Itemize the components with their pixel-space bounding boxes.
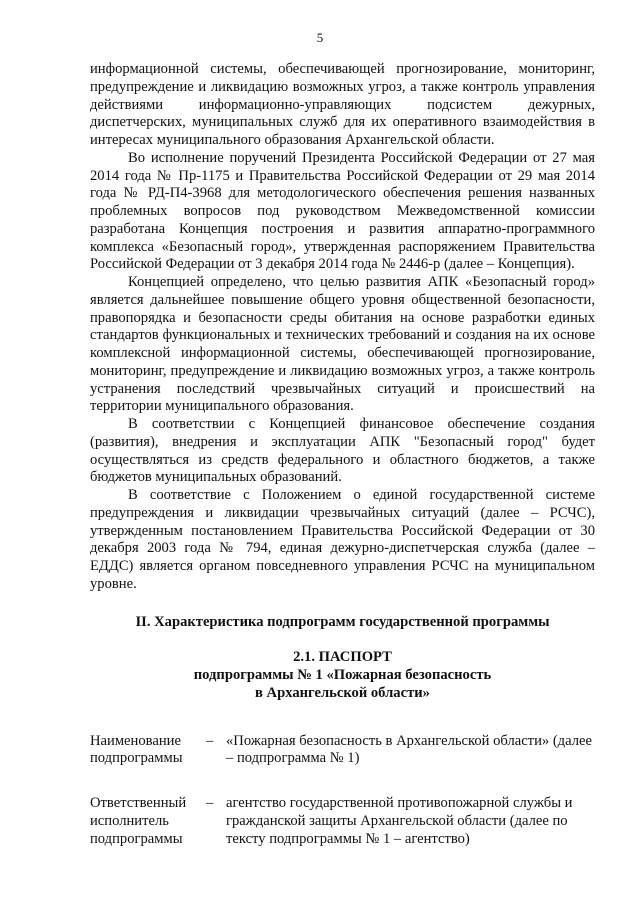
passport-row-label — [90, 733, 206, 769]
page-number: 5 — [316, 30, 324, 45]
paragraph-1: информационной системы, обеспечивающей прогнозирование, мониторинг, предупреждение и ликвидацию возможных угроз, а также контроль управления действиями информационно-управляющих подсистем дежурных, диспетчерских, муниципальных служб для их оперативного взаимодействия в интересах муниципального образования Архангельской области. — [90, 61, 595, 148]
section-heading: II. Характеристика подпрограмм государственной программы — [135, 613, 550, 630]
document-body — [90, 61, 595, 875]
paragraph-3: Концепцией определено, что целью развития АПК «Безопасный город» является дальнейшее повышение общего уровня общественной безопасности, правопорядка и безопасности среды обитания на основе разработки единых стандартов функциональных и технических требований и создания на их основе комплексной информационной системы, обеспечивающей прогнозирование, мониторинг, предупреждение и ликвидацию возможных угроз, а также контроль устранения последствий чрезвычайных ситуаций и происшествий на территории муниципального образования. — [90, 274, 595, 415]
label-line: Ответственный — [90, 795, 187, 811]
passport-row-executor — [90, 795, 595, 848]
passport-subtitle-line1: подпрограммы № 1 «Пожарная безопасность — [193, 667, 492, 683]
dash-separator: – — [206, 795, 214, 811]
label-line: подпрограммы — [90, 830, 183, 847]
passport-row-label — [90, 795, 206, 848]
paragraph-5: В соответствие с Положением о единой государственной системе предупреждения и ликвидации чрезвычайных ситуаций (далее – РСЧС), утвержденным постановлением Правительства Российской Федерации от 30 декабря 2003 года № 794, единая дежурно-диспетчерская служба (далее – ЕДДС) является органом повседневного управления РСЧС на муниципальном уровне. — [90, 487, 595, 592]
passport-heading — [90, 649, 595, 702]
passport-title: 2.1. ПАСПОРТ — [293, 649, 392, 666]
dash-separator: – — [206, 732, 214, 749]
passport-row-value: «Пожарная безопасность в Архангельской области» (далее – подпрограмма № 1) — [226, 732, 592, 767]
paragraph-4: В соответствии с Концепцией финансовое обеспечение создания (развития), внедрения и эксплуатации АПК "Безопасный город" будет осуществляться из средств федерального и областного бюджетов, а также бюджетов муниципальных образований. — [90, 416, 595, 486]
label-line: Наименование — [90, 732, 181, 749]
label-line: подпрограммы — [90, 750, 183, 767]
passport-table — [90, 733, 595, 849]
passport-row-value: агентство государственной противопожарной службы и гражданской защиты Архангельской области (далее по тексту подпрограммы № 1 – агентство) — [226, 795, 573, 847]
passport-subtitle-line2: в Архангельской области» — [255, 684, 430, 701]
passport-row-name — [90, 733, 595, 769]
paragraph-2: Во исполнение поручений Президента Российской Федерации от 27 мая 2014 года № Пр-1175 и Правительства Российской Федерации от 29 мая 2014 года № РД-П4-3968 для методологического обеспечения решения названных проблемных вопросов под руководством Межведомственной комиссии разработана Концепция построения и развития аппаратно-программного комплекса «Безопасный город», утвержденная распоряжением Правительства Российской Федерации от 3 декабря 2014 года № 2446-р (далее – Концепция). — [90, 149, 595, 273]
label-line: исполнитель — [90, 812, 169, 829]
